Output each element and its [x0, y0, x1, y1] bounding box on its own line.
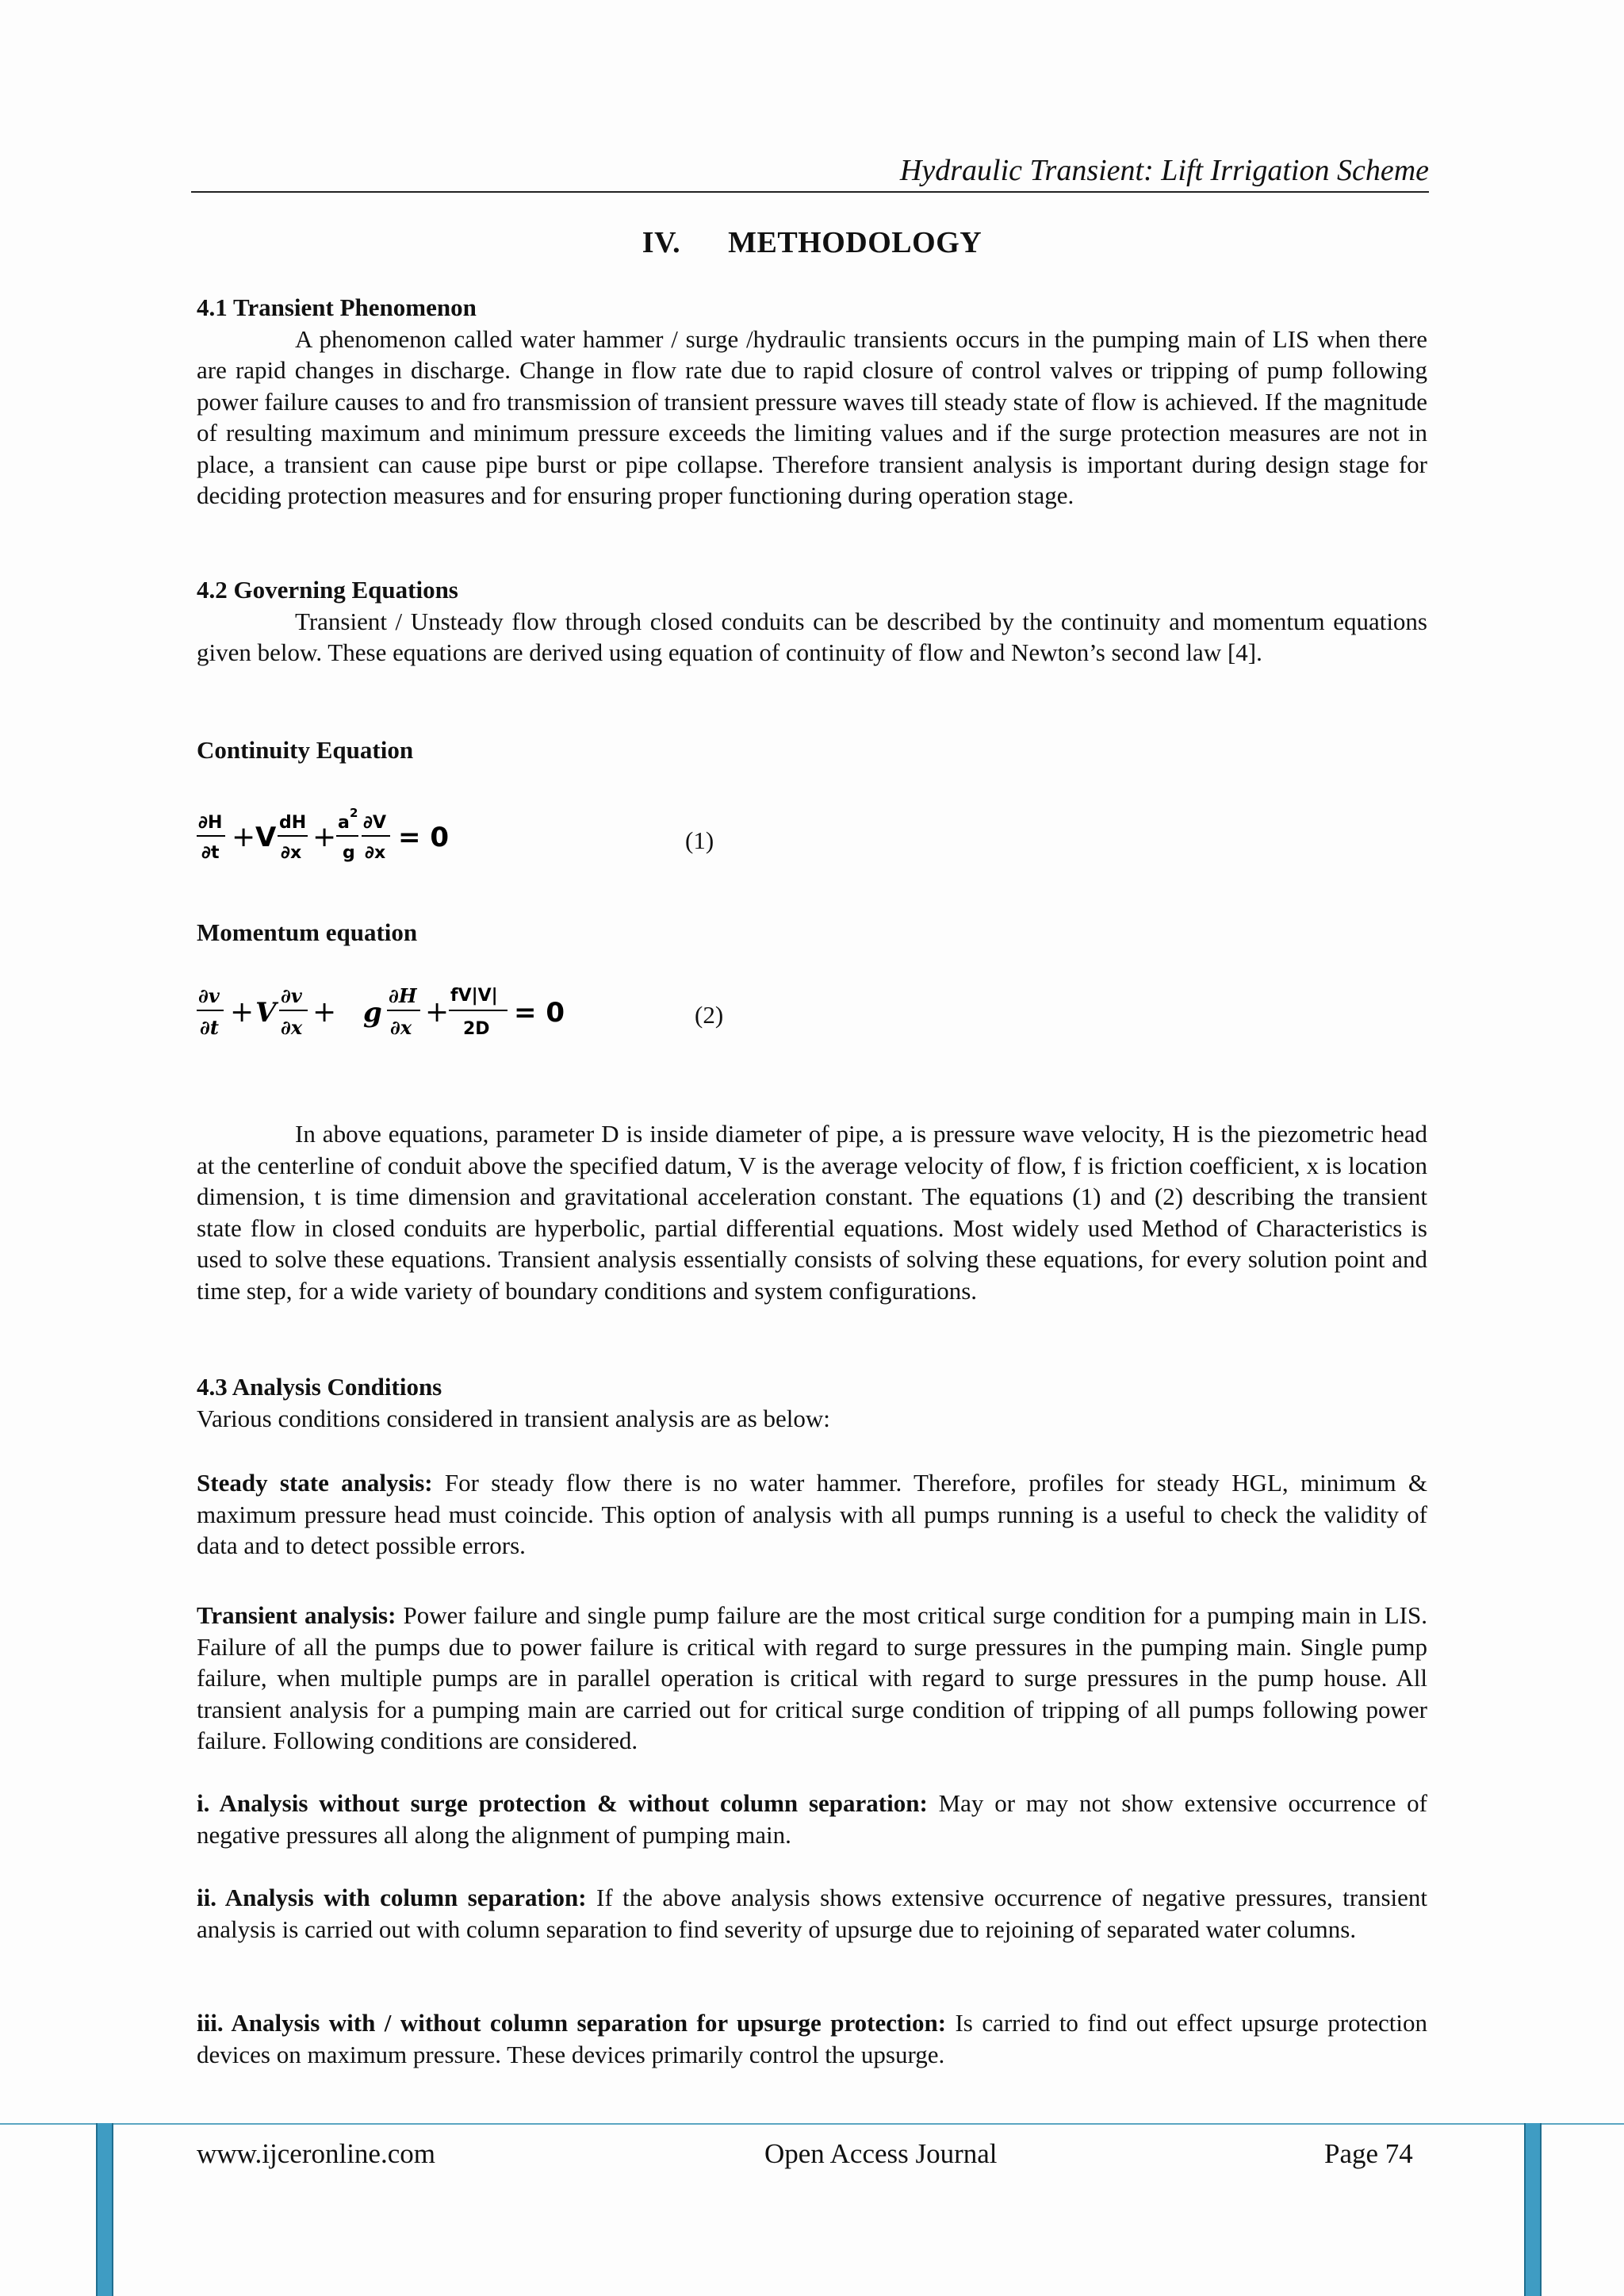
eq1-den-g: g [343, 843, 355, 863]
paragraph-4-1: A phenomenon called water hammer / surge /hydraulic transients occurs in the pumping main of LIS when there are rapid changes in discharge. Change in flow rate due to rapid closure of control valves or tripping of pump following power failure causes to and fro transmission of transient pressure waves till steady state of flow is achieved. If the magnitude of resulting maximum and minimum pressure exceeds the limiting values and if the surge protection measures are not in place, a transient can cause pipe burst or pipe collapse. Therefore transient analysis is important during design stage for deciding protection measures and for ensuring proper functioning during operation stage. [197, 324, 1427, 509]
footer-website: www.ijceronline.com [197, 2138, 435, 2169]
condition-item-2-block [197, 1882, 1427, 1945]
continuity-equation-label: Continuity Equation [197, 736, 414, 764]
footer-left-bar [96, 2123, 113, 2296]
eq2-plus-1: + [230, 996, 255, 1029]
equation-number-1: (1) [685, 826, 714, 854]
eq1-num-dH: ∂H [198, 813, 223, 833]
subsection-title-4-3: 4.3 Analysis Conditions [197, 1373, 442, 1401]
eq1-plus-2: + [312, 821, 337, 853]
eq1-superscript-2: 2 [350, 806, 358, 820]
eq1-den-dt: ∂t [201, 843, 220, 863]
condition-item-2-lead: ii. Analysis with column separation: [197, 1884, 587, 1911]
condition-item-3-block [197, 2007, 1427, 2070]
section-4-3 [197, 1371, 1427, 1434]
condition-item-2 [197, 1882, 1427, 1945]
paragraph-4-2: Transient / Unsteady flow through closed conduits can be described by the continuity and momentum equations given below. These equations are derived using equation of continuity of flow and Newton’s second law [4]. [197, 607, 1427, 666]
section-number: IV. [642, 226, 681, 259]
transient-analysis-lead: Transient analysis: [197, 1601, 396, 1629]
transient-analysis-text: Power failure and single pump failure are the most critical surge condition for a pumping main in LIS. Failure of all the pumps due to power failure is critical with regard to surge pressures in the pumping main. Single pump failure, when multiple pumps are in parallel operation is critical with regard to surge pressures in the pump house. All transient analysis for a pumping main are carried out for critical surge condition of tripping of all pumps following power failure. Following conditions are considered. [197, 1601, 1427, 1754]
eq2-den-2D: 2D [463, 1019, 490, 1039]
eq2-num-dv2: ∂v [281, 984, 302, 1007]
equation-explanation-block [197, 1118, 1427, 1306]
eq1-den-dx2: ∂x [365, 843, 386, 863]
eq2-den-dt: ∂t [200, 1016, 219, 1039]
eq2-den-dx2: ∂x [390, 1016, 412, 1039]
transient-analysis-paragraph [197, 1600, 1427, 1757]
footer-rule [0, 2123, 1624, 2125]
eq2-plus-2: + [312, 996, 337, 1029]
eq1-num-dV: ∂V [363, 813, 386, 833]
footer-journal: Open Access Journal [764, 2138, 998, 2169]
equation-explanation: In above equations, parameter D is inside diameter of pipe, a is pressure wave velocity, H is the piezometric head at the centerline of conduit above the specified datum, V is the average velocity of flow, f is friction coefficient, x is location dimension, t is time dimension and gravitational acceleration constant. The equations (1) and (2) describing the transient state flow in closed conduits are hyperbolic, partial differential equations. Most widely used Method of Characteristics is used to solve these equations. Transient analysis essentially consists of solving these equations, for every solution point and time step, for a wide variety of boundary conditions and system configurations. [197, 1120, 1427, 1305]
condition-item-1-text: May or may not show extensive occurrence of negative pressures all along the alignment of pumping main. [197, 1789, 1428, 1849]
condition-item-1-lead: i. Analysis without surge protection & without column separation: [197, 1789, 928, 1817]
section-heading [0, 224, 1624, 262]
steady-state-block [197, 1467, 1427, 1562]
footer-right-bar [1524, 2123, 1542, 2296]
condition-item-3-lead: iii. Analysis with / without column separation for upsurge protection: [197, 2009, 947, 2037]
eq1-num-dH2: dH [279, 813, 307, 833]
momentum-equation-label: Momentum equation [197, 918, 418, 946]
steady-state-text: For steady flow there is no water hammer. Therefore, profiles for steady HGL, minimum & maximum pressure head must coincide. This option of analysis with all pumps running is a useful to check the validity of data and to detect possible errors. [197, 1469, 1427, 1559]
eq2-g: g [363, 997, 382, 1029]
condition-item-3 [197, 2007, 1427, 2070]
eq2-plus-3: + [425, 996, 450, 1029]
running-header: Hydraulic Transient: Lift Irrigation Scheme [899, 154, 1429, 187]
steady-state-paragraph [197, 1467, 1427, 1562]
eq1-V: V [255, 822, 277, 853]
condition-item-1-block [197, 1788, 1427, 1850]
momentum-heading-block [197, 917, 1427, 949]
footer-page-number: Page 74 [1324, 2138, 1413, 2169]
eq2-equals-zero: = 0 [514, 997, 565, 1029]
transient-analysis-block [197, 1600, 1427, 1757]
eq2-num-dv: ∂v [198, 984, 220, 1007]
momentum-equation [197, 977, 593, 1041]
subsection-title-4-2: 4.2 Governing Equations [197, 576, 458, 604]
equation-number-2: (2) [695, 1001, 724, 1029]
section-title: METHODOLOGY [728, 226, 982, 259]
analysis-intro: Various conditions considered in transient analysis are as below: [197, 1404, 830, 1432]
eq2-num-dH: ∂H [389, 984, 417, 1007]
header-rule [191, 191, 1429, 193]
subsection-title-4-1: 4.1 Transient Phenomenon [197, 293, 477, 321]
condition-item-2-text: If the above analysis shows extensive occurrence of negative pressures, transient analysis is carried out with column separation to find severity of upsurge due to rejoining of separated water columns. [197, 1884, 1427, 1943]
section-4-2 [197, 574, 1427, 669]
section-4-1 [197, 292, 1427, 512]
condition-item-3-text: Is carried to find out effect upsurge protection devices on maximum pressure. These devices primarily control the upsurge. [197, 2009, 1427, 2068]
continuity-heading-block [197, 734, 1427, 766]
continuity-equation [197, 803, 514, 866]
eq1-equals-zero: = 0 [398, 822, 449, 853]
condition-item-1 [197, 1788, 1427, 1850]
steady-state-lead: Steady state analysis: [197, 1469, 433, 1497]
eq2-num-fvv: fV|V| [450, 986, 498, 1006]
eq2-V: V [255, 997, 277, 1029]
eq1-den-dx: ∂x [281, 843, 302, 863]
eq2-den-dx: ∂x [281, 1016, 303, 1039]
eq1-num-a: a [338, 813, 350, 833]
eq1-plus-1: + [232, 821, 256, 853]
